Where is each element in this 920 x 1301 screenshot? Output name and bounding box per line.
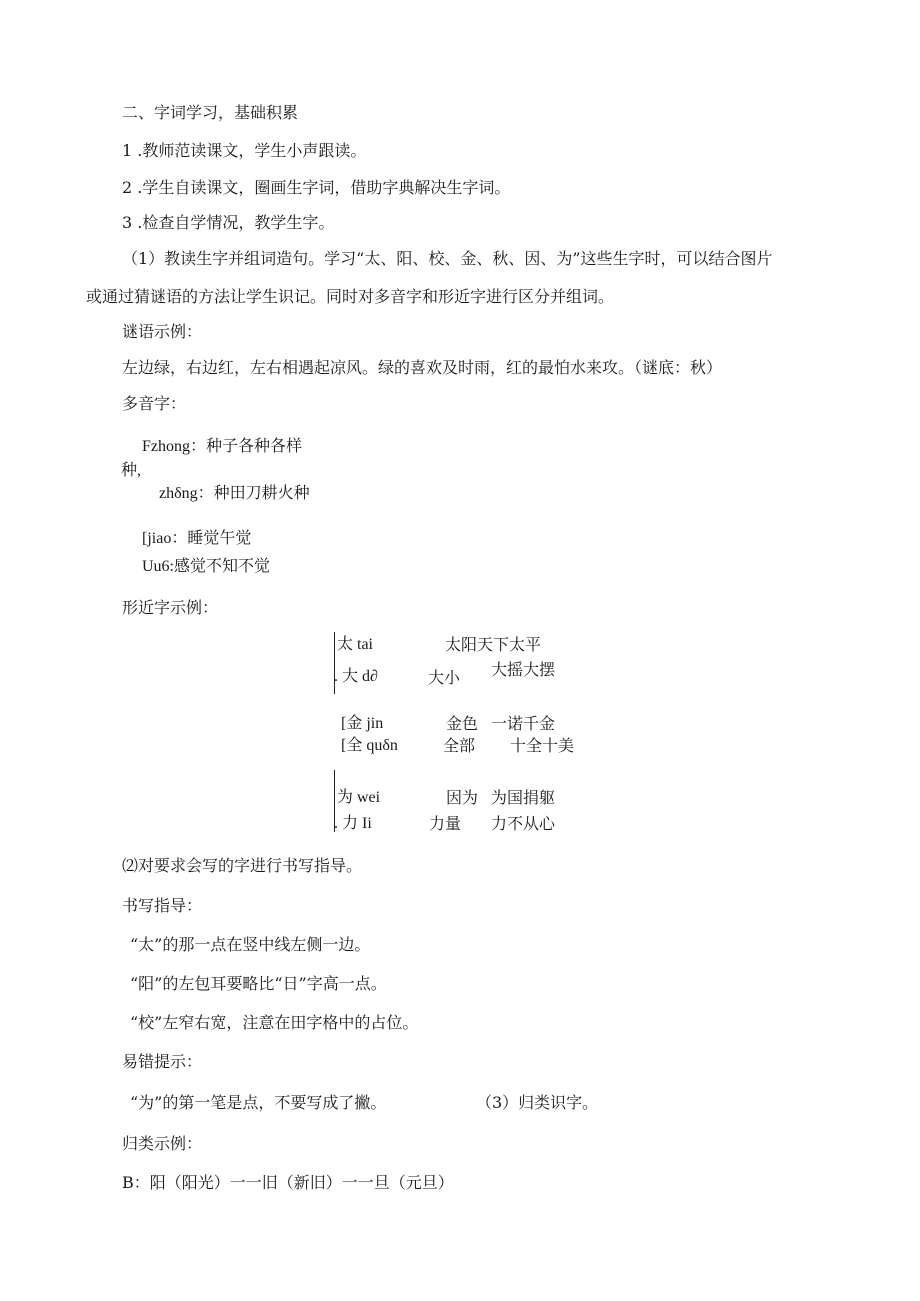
writing-intro: ⑵对要求会写的字进行书写指导。 <box>122 856 363 875</box>
classify-label: 归类示例： <box>122 1134 203 1153</box>
polyphone-jiao: [jiao：睡觉午觉 <box>142 530 252 547</box>
similar-quan-char: [全 quδn <box>341 737 398 754</box>
similar-quan-word-2: 十全十美 <box>510 736 575 755</box>
step-1: 1 .教师范读课文，学生小声跟读。 <box>122 141 367 160</box>
similar-quan-word-1: 全部 <box>443 736 476 755</box>
polyphone-jue: Uu6:感觉不知不觉 <box>142 558 271 575</box>
writing-item-3: “校”左窄右宽，注意在田字格中的占位。 <box>130 1013 419 1032</box>
paragraph-1-line-1: （1）教读生字并组词造句。学习“太、阳、校、金、秋、因、为”这些生字时，可以结合图片 <box>122 249 773 268</box>
similar-wei-word-1: 因为 <box>446 788 479 807</box>
similar-jin-word-1: 金色 <box>446 714 479 733</box>
polyphone-zhong-2: zhδng：种田刀耕火种 <box>159 485 310 502</box>
error-text: “为”的第一笔是点，不要写成了撇。 <box>130 1093 387 1112</box>
similar-da-word-1: 大小 <box>428 668 461 687</box>
similar-wei-word-2: 为国捐躯 <box>491 788 556 807</box>
similar-da-word-2: 大摇大摆 <box>491 660 556 679</box>
classify-text: B：阳（阳光）一一旧（新旧）一一旦（元旦） <box>122 1173 454 1192</box>
paragraph-1-line-2: 或通过猜谜语的方法让学生识记。同时对多音字和形近字进行区分并组词。 <box>86 287 615 306</box>
polyphone-label: 多音字： <box>122 394 187 413</box>
error-label: 易错提示： <box>122 1052 203 1071</box>
similar-tai-words: 太阳天下太平 <box>445 635 542 654</box>
riddle-text: 左边绿，右边红，左右相遇起凉风。绿的喜欢及时雨，红的最怕水来攻。（谜底：秋） <box>122 358 723 377</box>
polyphone-char-zhong: 种, <box>121 462 142 479</box>
similar-jin-char: [金 jin <box>341 715 384 732</box>
similar-li-char: . 力 Ii <box>334 815 372 832</box>
similar-li-word-1: 力量 <box>429 814 462 833</box>
step-3: 3 .检查自学情况，教学生字。 <box>122 213 335 232</box>
step-3-sub: （3）归类识字。 <box>476 1093 599 1112</box>
similar-label: 形近字示例： <box>122 598 219 617</box>
similar-jin-word-2: 一诺千金 <box>491 714 556 733</box>
polyphone-zhong-1: Fzhong：种子各种各样 <box>142 438 303 455</box>
step-2: 2 .学生自读课文，圈画生字词，借助字典解决生字词。 <box>122 178 511 197</box>
writing-item-2: “阳”的左包耳要略比“日”字高一点。 <box>130 974 387 993</box>
riddle-label: 谜语示例： <box>122 322 203 341</box>
section-title: 二、字词学习，基础积累 <box>122 103 299 122</box>
writing-item-1: “太”的那一点在竖中线左侧一边。 <box>130 935 371 954</box>
similar-tai-char: 太 tai <box>337 636 373 653</box>
similar-li-word-2: 力不从心 <box>491 814 556 833</box>
similar-da-char: . 大 d∂ <box>334 668 378 685</box>
writing-label: 书写指导： <box>122 896 203 915</box>
similar-wei-char: 为 wei <box>337 789 381 806</box>
